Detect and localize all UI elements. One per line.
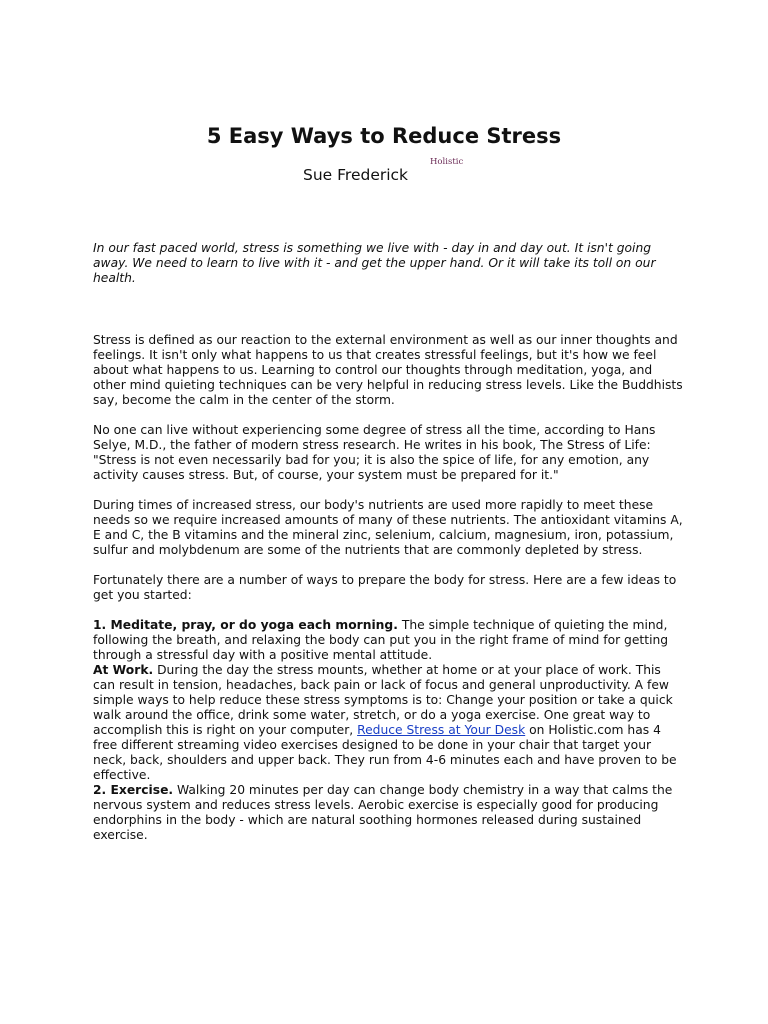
tip-meditate-heading: 1. Meditate, pray, or do yoga each morning. xyxy=(93,618,398,632)
at-work-heading: At Work. xyxy=(93,663,154,677)
tip-at-work xyxy=(93,663,683,783)
at-work-text-after-link: on Holistic.com has 4 free different streaming video exercises designed to be done in your chair that target your neck, back, shoulders and upper back. They run from 4-6 minutes each and have proven to be effective. xyxy=(93,723,677,782)
paragraph-nutrients: During times of increased stress, our body's nutrients are used more rapidly to meet these needs so we require increased amounts of many of these nutrients. The antioxidant vitamins A, E and C, the B vitamins and the mineral zinc, selenium, calcium, magnesium, iron, potassium, sulfur and molybdenum are some of the nutrients that are commonly depleted by stress. xyxy=(93,498,683,557)
tip-meditate xyxy=(93,618,683,663)
spacer xyxy=(93,483,683,498)
tip-meditate-text: The simple technique of quieting the mind, following the breath, and relaxing the body can put you in the right frame of mind for getting through a stressful day with a positive mental attitude. xyxy=(93,618,669,662)
article-body xyxy=(93,241,683,843)
paragraph-definition: Stress is defined as our reaction to the external environment as well as our inner thoughts and feelings. It isn't only what happens to us that creates stressful feelings, but it's how we feel about what happens to us. Learning to control our thoughts through meditation, yoga, and other mind quieting techniques can be very helpful in reducing stress levels. Like the Buddhists say, become the calm in the center of the storm. xyxy=(93,333,683,407)
at-work-text: During the day the stress mounts, whether at home or at your place of work. This can result in tension, headaches, back pain or lack of focus and general unproductivity. A few simple ways to help reduce these stress symptoms is to: Change your position or take a quick walk around the office, drink some water, stretch, or do a yoga exercise. One great way to accomplish this is right on your computer, xyxy=(93,663,673,737)
tip-exercise-text: Walking 20 minutes per day can change body chemistry in a way that calms the nervous system and reduces stress levels. Aerobic exercise is especially good for producing endorphins in the body - which are natural soothing hormones released during sustained exercise. xyxy=(93,783,673,842)
author-name: Sue Frederick xyxy=(303,166,409,184)
paragraph-ideas: Fortunately there are a number of ways to prepare the body for stress. Here are a few ideas to get you started: xyxy=(93,573,677,602)
intro-paragraph: In our fast paced world, stress is something we live with - day in and day out. It isn't going away. We need to learn to live with it - and get the upper hand. Or it will take its toll on our health. xyxy=(93,241,656,285)
tip-exercise xyxy=(93,783,683,843)
paragraph-selye-quote: No one can live without experiencing some degree of stress all the time, according to Hans Selye, M.D., the father of modern stress research. He writes in his book, The Stress of Life: "Stress is not even necessarily bad for you; it is also the spice of life, for any emotion, any activity causes stress. But, of course, your system must be prepared for it." xyxy=(93,423,656,482)
tip-exercise-heading: 2. Exercise. xyxy=(93,783,174,797)
spacer xyxy=(93,603,683,618)
page-title: 5 Easy Ways to Reduce Stress xyxy=(206,124,562,148)
spacer xyxy=(93,408,683,423)
spacer xyxy=(93,558,683,573)
holistic-logo: Holistic xyxy=(430,157,464,167)
reduce-stress-at-desk-link[interactable]: Reduce Stress at Your Desk xyxy=(357,723,526,737)
spacer xyxy=(93,286,683,333)
